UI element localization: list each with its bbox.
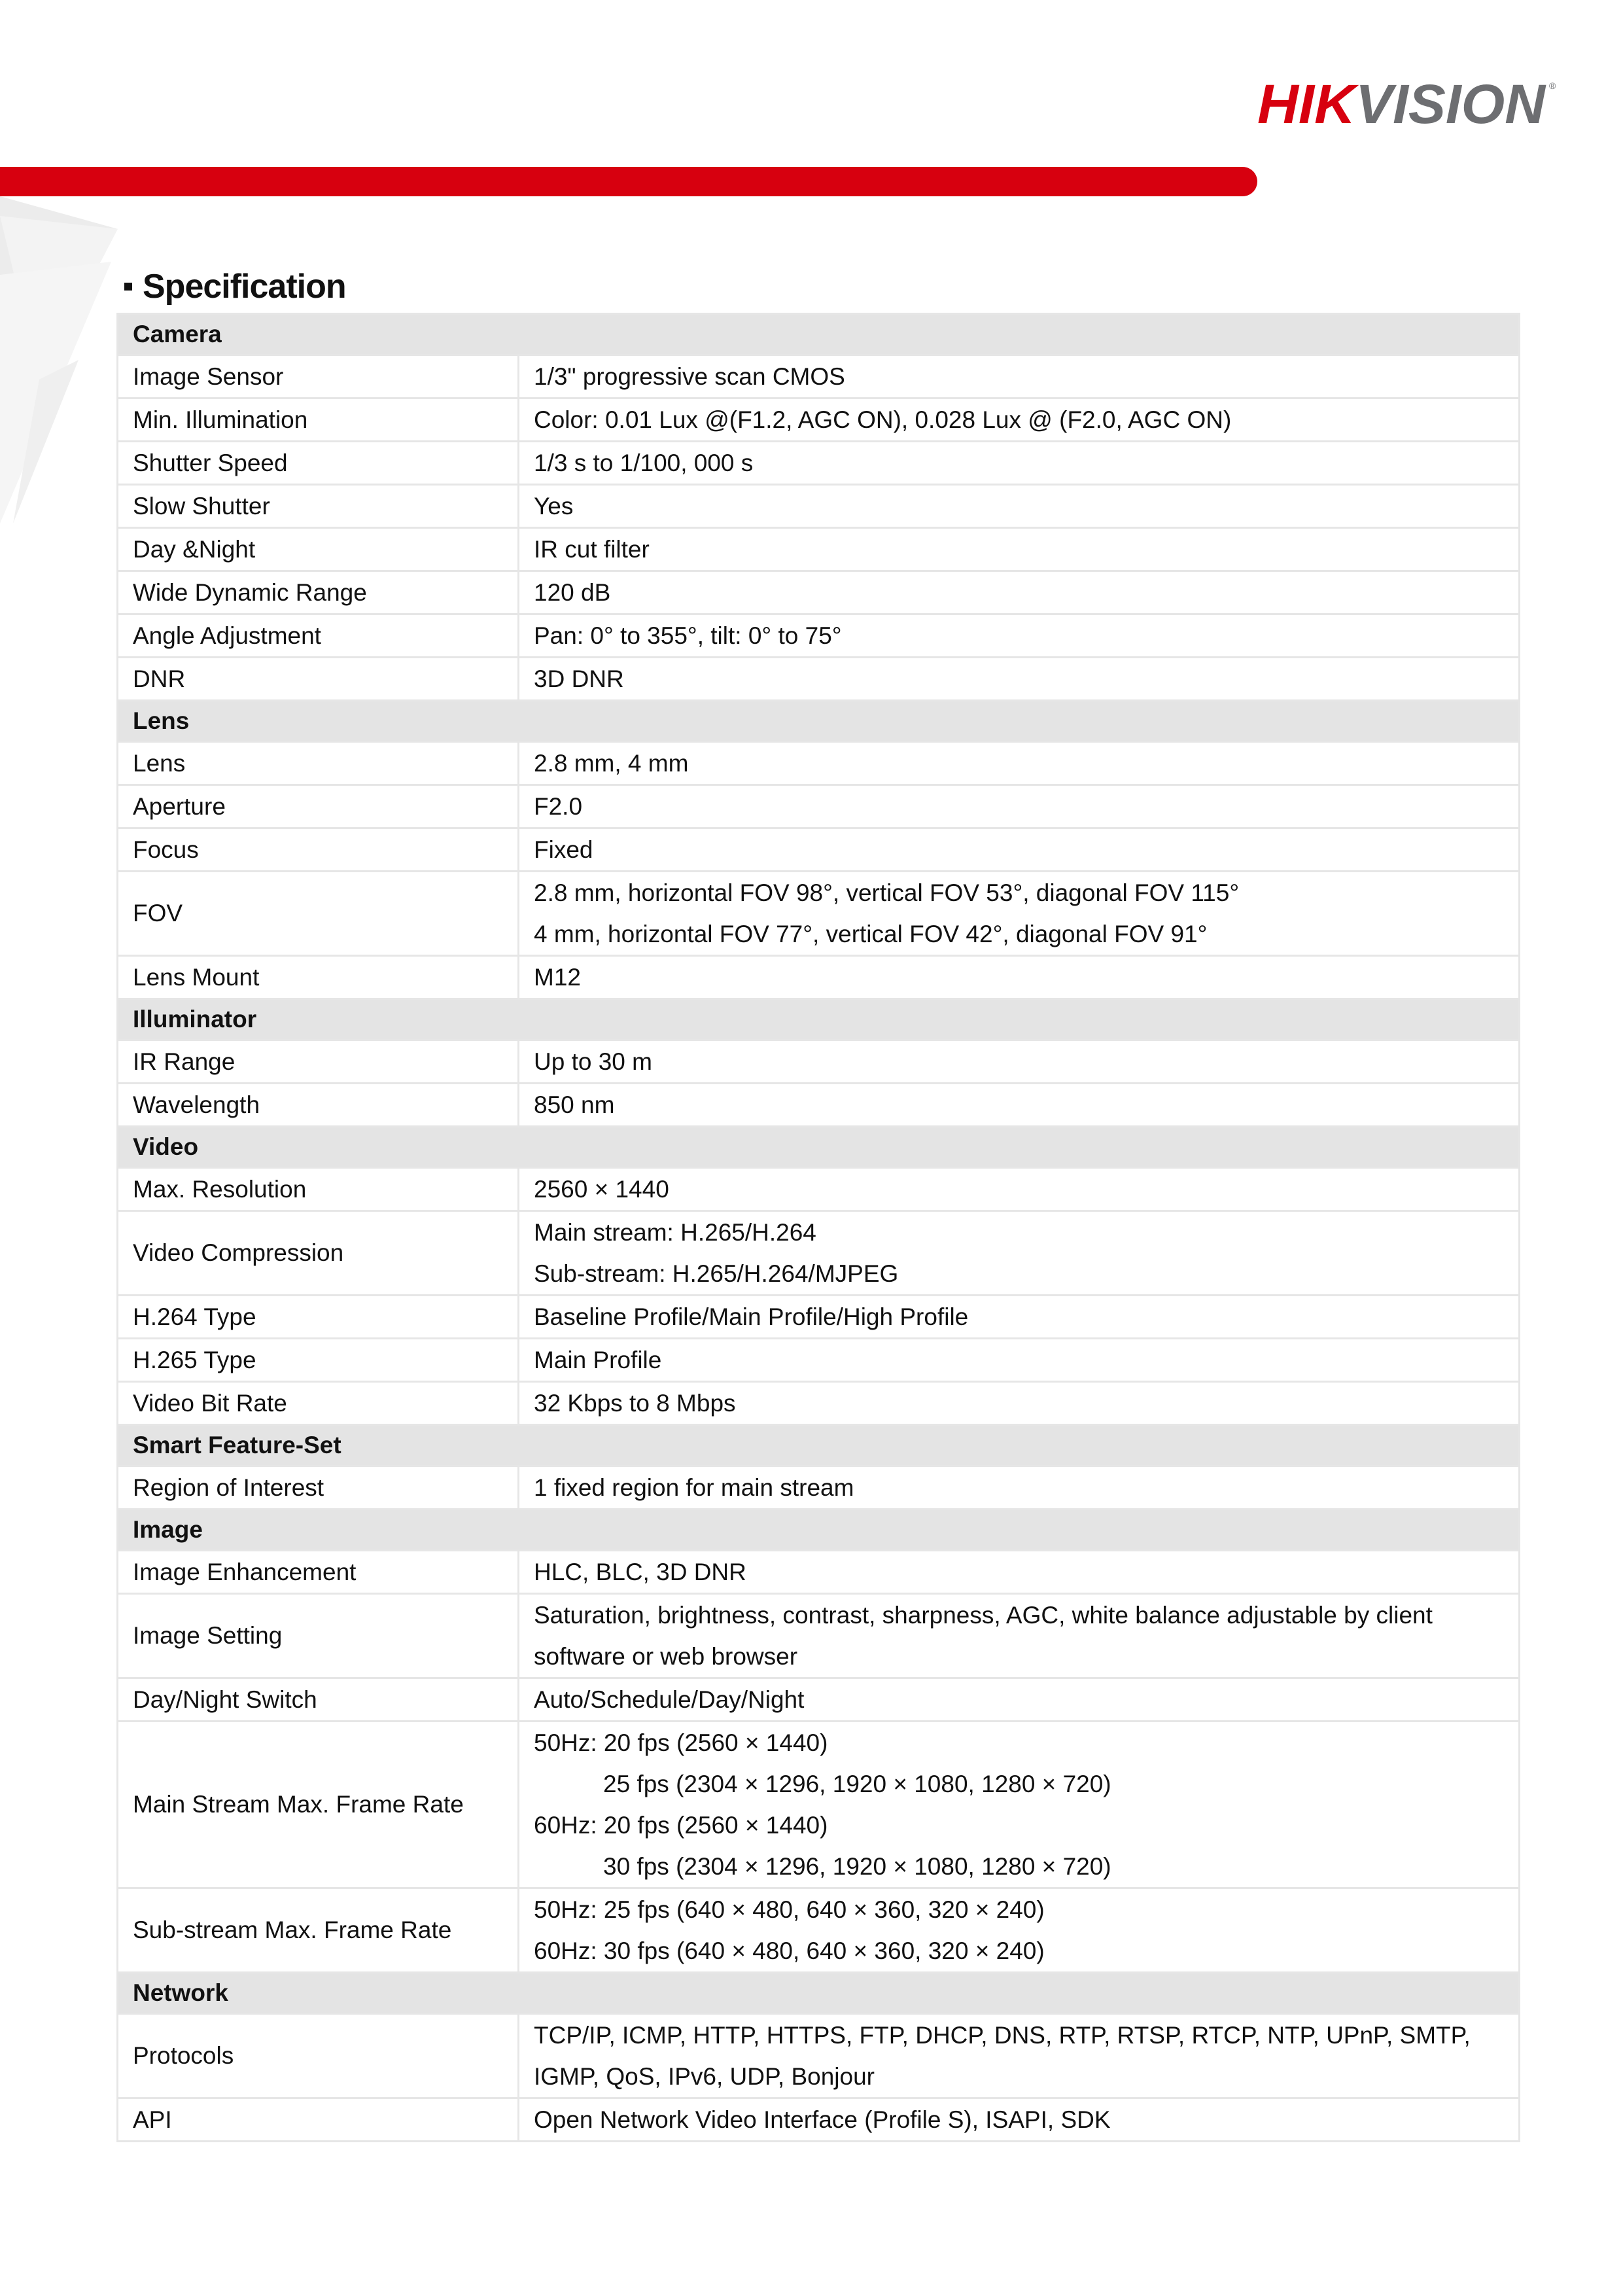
spec-label: Day/Night Switch bbox=[118, 1678, 519, 1722]
spec-row-protocols bbox=[118, 2014, 1520, 2098]
spec-value-line: Yes bbox=[534, 493, 574, 520]
spec-row-h-265-type bbox=[118, 1339, 1520, 1382]
spec-row-region-of-interest bbox=[118, 1466, 1520, 1510]
section-title: Lens bbox=[118, 701, 1520, 742]
spec-label: Lens bbox=[118, 742, 519, 785]
spec-label: Main Stream Max. Frame Rate bbox=[118, 1722, 519, 1888]
spec-row-focus bbox=[118, 828, 1520, 872]
spec-label: Aperture bbox=[118, 785, 519, 828]
spec-label: Image Enhancement bbox=[118, 1551, 519, 1594]
section-header-illuminator bbox=[118, 999, 1520, 1040]
spec-row-image-setting bbox=[118, 1594, 1520, 1678]
spec-row-h-264-type bbox=[118, 1296, 1520, 1339]
section-header-camera bbox=[118, 314, 1520, 355]
spec-value bbox=[519, 1211, 1520, 1296]
spec-label: Sub-stream Max. Frame Rate bbox=[118, 1888, 519, 1973]
spec-row-ir-range bbox=[118, 1040, 1520, 1084]
spec-value-line: Baseline Profile/Main Profile/High Profile bbox=[534, 1303, 969, 1330]
section-title: Illuminator bbox=[118, 999, 1520, 1040]
spec-value-line: Up to 30 m bbox=[534, 1048, 652, 1075]
spec-value bbox=[519, 614, 1520, 658]
spec-label: Video Bit Rate bbox=[118, 1382, 519, 1425]
spec-value-line: Auto/Schedule/Day/Night bbox=[534, 1686, 805, 1713]
spec-value-line: 25 fps (2304 × 1296, 1920 × 1080, 1280 × 720) bbox=[603, 1771, 1111, 1797]
spec-value bbox=[519, 956, 1520, 999]
spec-row-aperture bbox=[118, 785, 1520, 828]
section-header-smart-feature-set bbox=[118, 1425, 1520, 1466]
spec-value bbox=[519, 1382, 1520, 1425]
spec-value-line: 60Hz: 30 fps (640 × 480, 640 × 360, 320 × 240) bbox=[534, 1937, 1045, 1964]
section-title: Network bbox=[118, 1973, 1520, 2014]
section-header-video bbox=[118, 1127, 1520, 1168]
spec-table bbox=[116, 313, 1520, 2142]
spec-value bbox=[519, 1296, 1520, 1339]
spec-label: IR Range bbox=[118, 1040, 519, 1084]
bullet-icon bbox=[124, 283, 132, 291]
spec-value bbox=[519, 742, 1520, 785]
spec-value bbox=[519, 1551, 1520, 1594]
spec-label: Region of Interest bbox=[118, 1466, 519, 1510]
spec-value-line: 60Hz: 20 fps (2560 × 1440) bbox=[534, 1812, 828, 1839]
spec-label: H.264 Type bbox=[118, 1296, 519, 1339]
spec-row-sub-stream-max-frame-rate bbox=[118, 1888, 1520, 1973]
section-title: Smart Feature-Set bbox=[118, 1425, 1520, 1466]
svg-text:HIK: HIK bbox=[1257, 77, 1359, 130]
spec-value bbox=[519, 528, 1520, 571]
spec-value bbox=[519, 658, 1520, 701]
spec-row-video-compression bbox=[118, 1211, 1520, 1296]
spec-value-line: Fixed bbox=[534, 836, 593, 863]
spec-row-min-illumination bbox=[118, 398, 1520, 442]
spec-value-line: M12 bbox=[534, 964, 581, 991]
section-header-network bbox=[118, 1973, 1520, 2014]
spec-value-line: 1/3 s to 1/100, 000 s bbox=[534, 450, 754, 476]
page-title bbox=[124, 267, 346, 306]
spec-value-line: 30 fps (2304 × 1296, 1920 × 1080, 1280 × 720) bbox=[603, 1853, 1111, 1880]
spec-value bbox=[519, 1168, 1520, 1211]
spec-row-slow-shutter bbox=[118, 485, 1520, 528]
spec-value-line: IR cut filter bbox=[534, 536, 650, 563]
spec-value-line: IGMP, QoS, IPv6, UDP, Bonjour bbox=[534, 2063, 875, 2090]
spec-value bbox=[519, 1678, 1520, 1722]
spec-value-line: HLC, BLC, 3D DNR bbox=[534, 1559, 746, 1585]
spec-value bbox=[519, 2014, 1520, 2098]
section-title: Video bbox=[118, 1127, 1520, 1168]
spec-value bbox=[519, 1466, 1520, 1510]
spec-value-line: F2.0 bbox=[534, 793, 583, 820]
spec-label: Image Setting bbox=[118, 1594, 519, 1678]
spec-value-line: Open Network Video Interface (Profile S), ISAPI, SDK bbox=[534, 2106, 1111, 2133]
spec-value-line: TCP/IP, ICMP, HTTP, HTTPS, FTP, DHCP, DNS, RTP, RTSP, RTCP, NTP, UPnP, SMTP, bbox=[534, 2022, 1471, 2049]
spec-value-line: Pan: 0° to 355°, tilt: 0° to 75° bbox=[534, 622, 842, 649]
section-header-image bbox=[118, 1510, 1520, 1551]
spec-row-image-enhancement bbox=[118, 1551, 1520, 1594]
spec-row-angle-adjustment bbox=[118, 614, 1520, 658]
spec-row-lens bbox=[118, 742, 1520, 785]
spec-row-image-sensor bbox=[118, 355, 1520, 398]
spec-value-line: Main stream: H.265/H.264 bbox=[534, 1219, 816, 1246]
spec-value-line: 1 fixed region for main stream bbox=[534, 1474, 854, 1501]
spec-value bbox=[519, 442, 1520, 485]
spec-value-line: 4 mm, horizontal FOV 77°, vertical FOV 42°, diagonal FOV 91° bbox=[534, 921, 1208, 947]
spec-label: Min. Illumination bbox=[118, 398, 519, 442]
spec-label: Shutter Speed bbox=[118, 442, 519, 485]
spec-label: Lens Mount bbox=[118, 956, 519, 999]
spec-label: Slow Shutter bbox=[118, 485, 519, 528]
spec-label: Wavelength bbox=[118, 1084, 519, 1127]
spec-value-line: 50Hz: 25 fps (640 × 480, 640 × 360, 320 × 240) bbox=[534, 1896, 1045, 1923]
spec-label: Day &Night bbox=[118, 528, 519, 571]
svg-text:VISION: VISION bbox=[1355, 77, 1547, 130]
svg-text:®: ® bbox=[1549, 80, 1556, 91]
page-title-text: Specification bbox=[143, 268, 346, 306]
spec-value-line: 120 dB bbox=[534, 579, 611, 606]
section-header-lens bbox=[118, 701, 1520, 742]
spec-row-dnr bbox=[118, 658, 1520, 701]
spec-value-line: Sub-stream: H.265/H.264/MJPEG bbox=[534, 1260, 899, 1287]
spec-value bbox=[519, 1084, 1520, 1127]
spec-row-wide-dynamic-range bbox=[118, 571, 1520, 614]
spec-value bbox=[519, 1888, 1520, 1973]
spec-label: Focus bbox=[118, 828, 519, 872]
spec-value-line: Saturation, brightness, contrast, sharpness, AGC, white balance adjustable by client bbox=[534, 1602, 1433, 1629]
spec-value-line: 1/3" progressive scan CMOS bbox=[534, 363, 845, 390]
section-title: Camera bbox=[118, 314, 1520, 355]
spec-value bbox=[519, 355, 1520, 398]
header-red-bar bbox=[0, 167, 1257, 196]
spec-row-wavelength bbox=[118, 1084, 1520, 1127]
spec-value-line: 3D DNR bbox=[534, 665, 624, 692]
spec-value bbox=[519, 1722, 1520, 1888]
spec-row-fov bbox=[118, 872, 1520, 956]
spec-label: Wide Dynamic Range bbox=[118, 571, 519, 614]
spec-label: FOV bbox=[118, 872, 519, 956]
spec-label: Image Sensor bbox=[118, 355, 519, 398]
spec-value bbox=[519, 785, 1520, 828]
section-title: Image bbox=[118, 1510, 1520, 1551]
spec-label: API bbox=[118, 2098, 519, 2142]
spec-value-line: Main Profile bbox=[534, 1347, 662, 1373]
spec-label: H.265 Type bbox=[118, 1339, 519, 1382]
spec-value-line: 2.8 mm, 4 mm bbox=[534, 750, 689, 777]
spec-value bbox=[519, 2098, 1520, 2142]
spec-value-line: 32 Kbps to 8 Mbps bbox=[534, 1390, 736, 1417]
spec-label: Protocols bbox=[118, 2014, 519, 2098]
spec-row-shutter-speed bbox=[118, 442, 1520, 485]
spec-value bbox=[519, 571, 1520, 614]
spec-value bbox=[519, 828, 1520, 872]
spec-value-line: software or web browser bbox=[534, 1643, 798, 1670]
spec-row-main-stream-max-frame-rate bbox=[118, 1722, 1520, 1888]
spec-row-day-night-switch bbox=[118, 1678, 1520, 1722]
spec-row-day-night bbox=[118, 528, 1520, 571]
spec-value bbox=[519, 1594, 1520, 1678]
spec-row-max-resolution bbox=[118, 1168, 1520, 1211]
spec-value bbox=[519, 398, 1520, 442]
spec-row-lens-mount bbox=[118, 956, 1520, 999]
spec-label: Max. Resolution bbox=[118, 1168, 519, 1211]
spec-value bbox=[519, 1040, 1520, 1084]
spec-label: DNR bbox=[118, 658, 519, 701]
spec-value-line: 2.8 mm, horizontal FOV 98°, vertical FOV 53°, diagonal FOV 115° bbox=[534, 879, 1240, 906]
spec-label: Angle Adjustment bbox=[118, 614, 519, 658]
spec-row-video-bit-rate bbox=[118, 1382, 1520, 1425]
spec-row-api bbox=[118, 2098, 1520, 2142]
spec-value-line: 850 nm bbox=[534, 1091, 615, 1118]
spec-value bbox=[519, 485, 1520, 528]
hikvision-logo bbox=[1257, 77, 1558, 130]
spec-label: Video Compression bbox=[118, 1211, 519, 1296]
spec-value-line: 2560 × 1440 bbox=[534, 1176, 669, 1203]
spec-value bbox=[519, 1339, 1520, 1382]
spec-value-line: Color: 0.01 Lux @(F1.2, AGC ON), 0.028 Lux @ (F2.0, AGC ON) bbox=[534, 406, 1232, 433]
spec-value bbox=[519, 872, 1520, 956]
spec-value-line: 50Hz: 20 fps (2560 × 1440) bbox=[534, 1729, 828, 1756]
